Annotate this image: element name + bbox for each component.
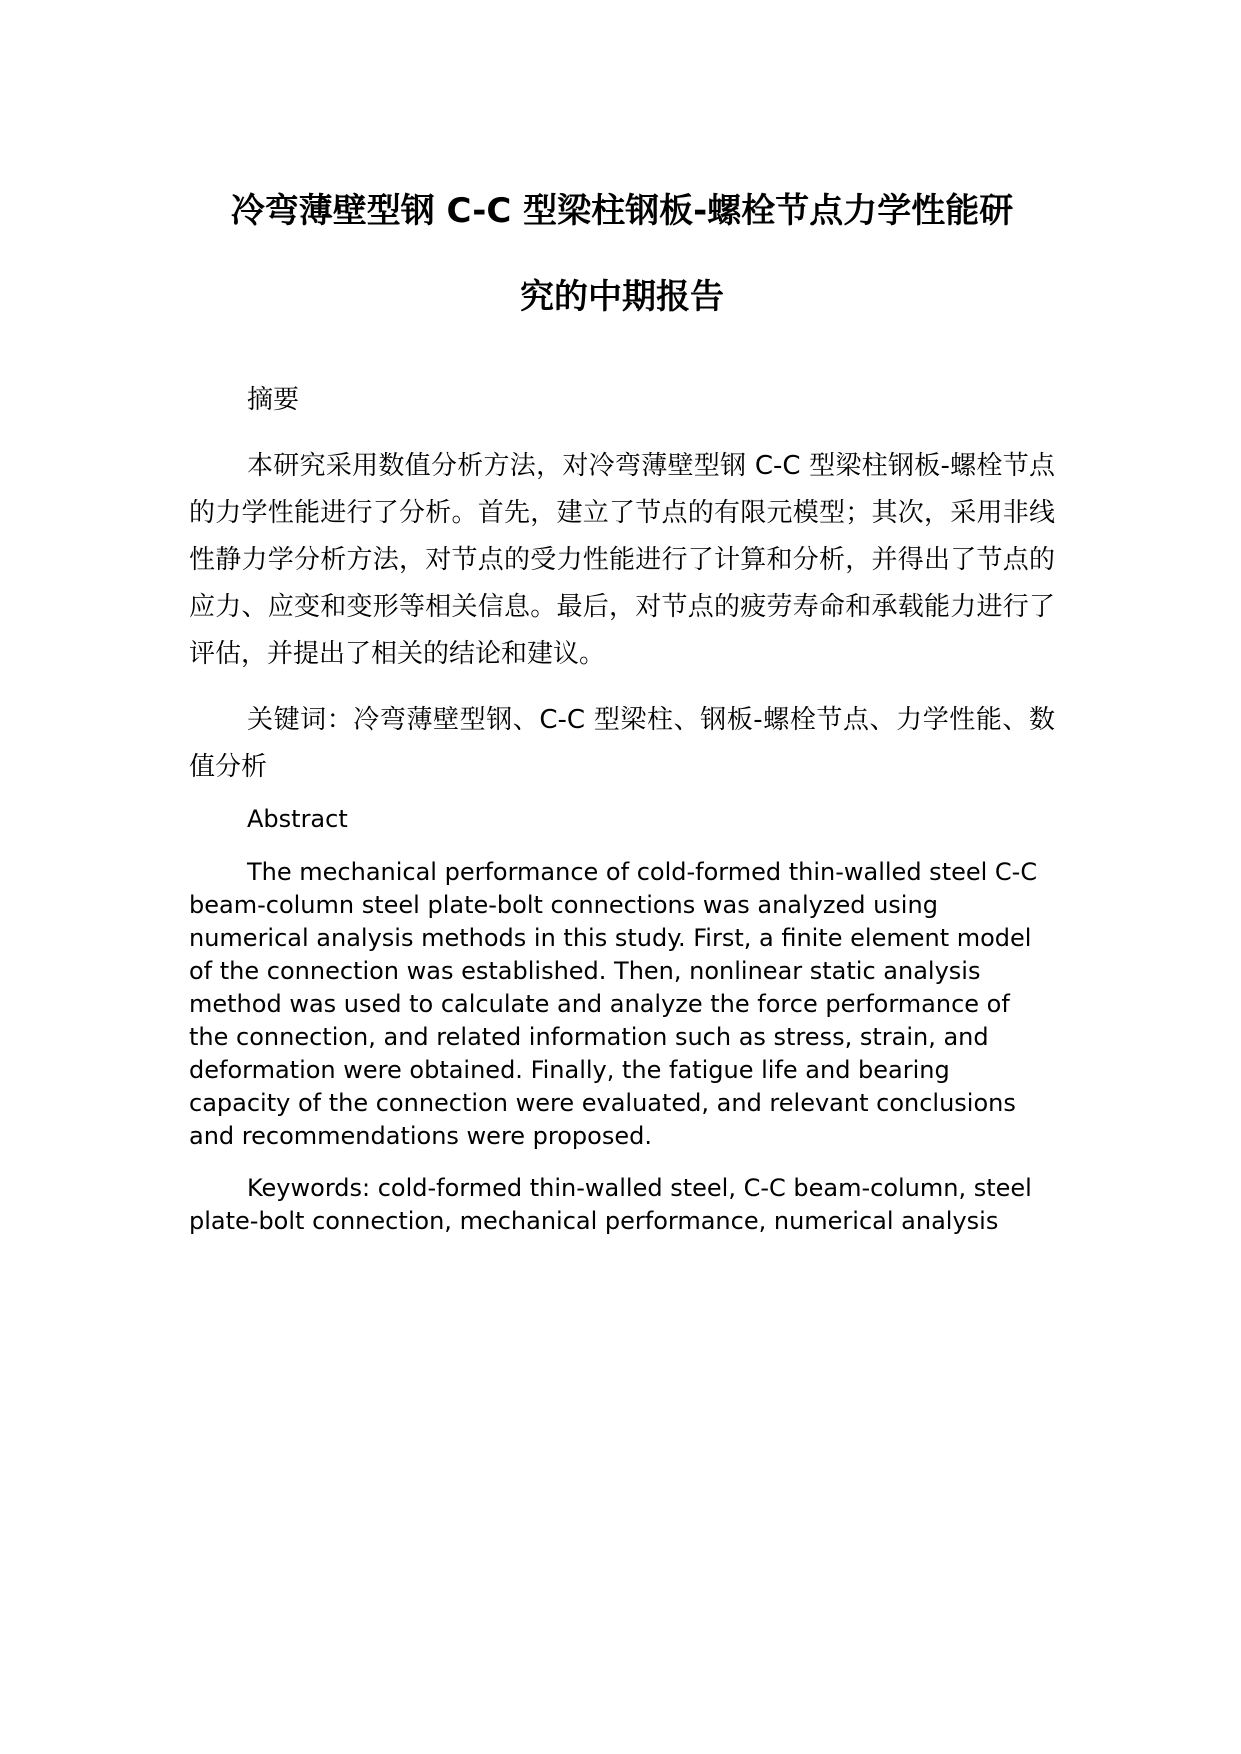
document-title xyxy=(189,168,1055,340)
abstract-en-body: The mechanical performance of cold-formed thin-walled steel C-C beam-column steel plate-bolt connections was analyzed using numerical analysis methods in this study. First, a finite element model of the connection was established. Then, nonlinear static analysis method was used to calculate and analyze the force performance of the connection, and related information such as stress, strain, and deformation were obtained. Finally, the fatigue life and bearing capacity of the connection were evaluated, and relevant conclusions and recommendations were proposed. xyxy=(189,858,1038,1150)
title-line-2: 究的中期报告 xyxy=(520,277,724,317)
abstract-zh-heading: 摘要 xyxy=(247,385,300,415)
abstract-zh-body: 本研究采用数值分析方法，对冷弯薄壁型钢 C-C 型梁柱钢板-螺栓节点的力学性能进行了分析。首先，建立了节点的有限元模型；其次，采用非线性静力学分析方法，对节点的受力性能进行了计算和分析，并得出了节点的应力、应变和变形等相关信息。最后，对节点的疲劳寿命和承载能力进行了评估，并提出了相关的结论和建议。 xyxy=(189,451,1055,669)
keywords-en: Keywords: cold-formed thin-walled steel, C-C beam-column, steel plate-bolt connection, mechanical performance, numerical analysis xyxy=(189,1174,1032,1235)
title-line-1: 冷弯薄壁型钢 C-C 型梁柱钢板-螺栓节点力学性能研 xyxy=(230,191,1014,231)
abstract-en-heading: Abstract xyxy=(247,805,348,833)
keywords-zh: 关键词：冷弯薄壁型钢、C-C 型梁柱、钢板-螺栓节点、力学性能、数值分析 xyxy=(189,705,1055,782)
